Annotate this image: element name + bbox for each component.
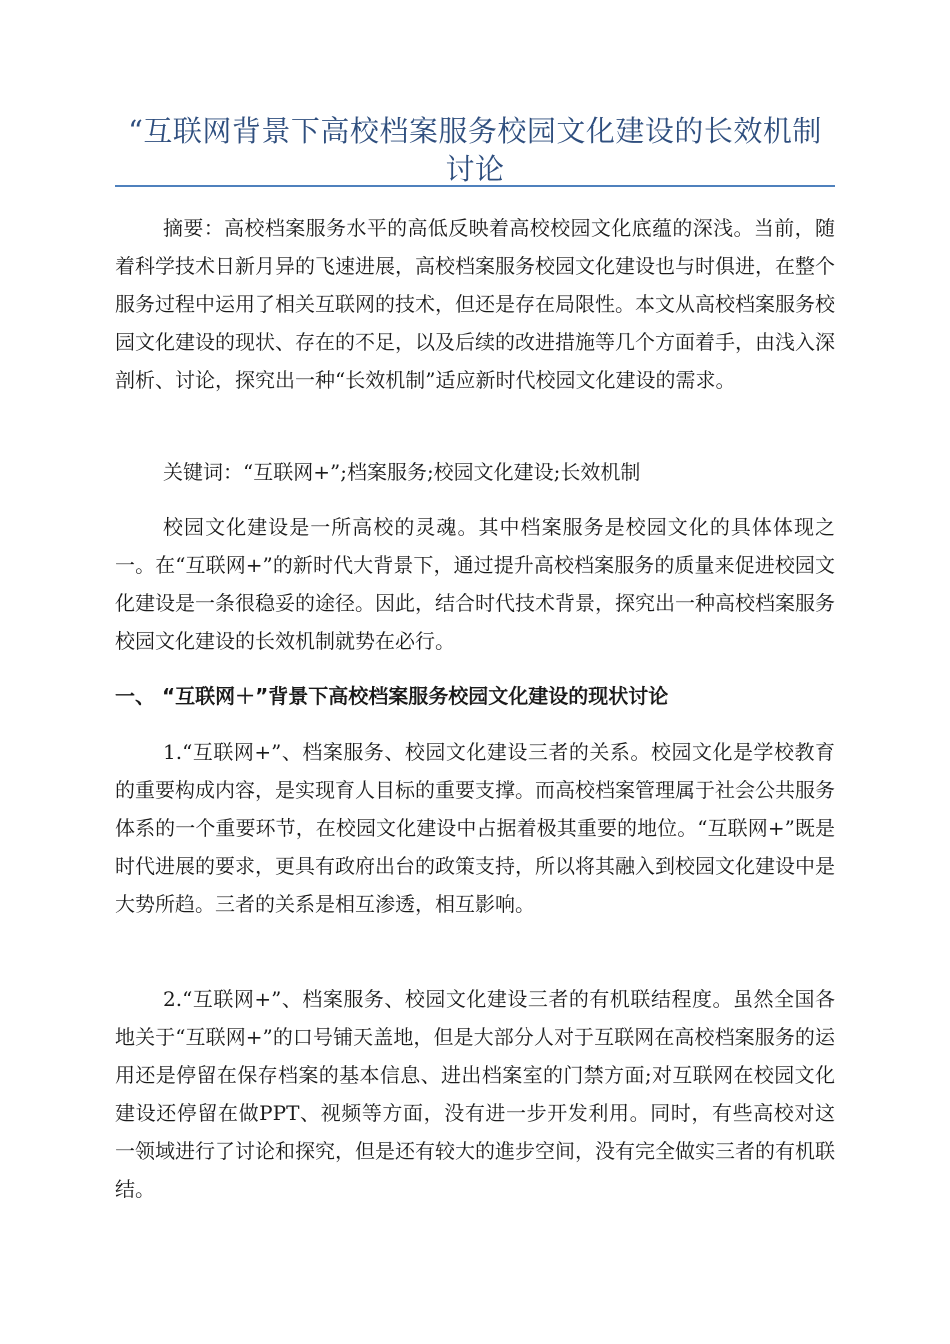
point-1-paragraph: 1.“互联网+”、档案服务、校园文化建设三者的关系。校园文化是学校教育的重要构成内容，是实现育人目标的重要支撑。而高校档案管理属于社会公共服务体系的一个重要环节，在校园文化建设中占据着极其重要的地位。“互联网+”既是时代进展的要求，更具有政府出台的政策支持，所以将其融入到校园文化建设中是大势所趋。三者的关系是相互渗透，相互影响。 <box>115 740 835 916</box>
title-divider <box>115 185 835 187</box>
document-title: “互联网背景下高校档案服务校园文化建设的长效机制讨论 <box>128 114 822 186</box>
keywords-line: 关键词：“互联网+”;档案服务;校园文化建设;长效机制 <box>163 460 641 484</box>
section-heading-1: 一、 “互联网＋”背景下高校档案服务校园文化建设的现状讨论 <box>115 684 669 708</box>
intro-paragraph: 校园文化建设是一所高校的灵魂。其中档案服务是校园文化的具体体现之一。在“互联网+”的新时代大背景下，通过提升高校档案服务的质量来促进校园文化建设是一条很稳妥的途径。因此，结合时代技术背景，探究出一种高校档案服务校园文化建设的长效机制就势在必行。 <box>115 515 835 653</box>
abstract-paragraph: 摘要：高校档案服务水平的高低反映着高校校园文化底蕴的深浅。当前，随着科学技术日新月异的飞速进展，高校档案服务校园文化建设也与时俱进，在整个服务过程中运用了相关互联网的技术，但还是存在局限性。本文从高校档案服务校园文化建设的现状、存在的不足，以及后续的改进措施等几个方面着手，由浅入深剖析、讨论，探究出一种“长效机制”适应新时代校园文化建设的需求。 <box>115 216 835 392</box>
point-2-paragraph: 2.“互联网+”、档案服务、校园文化建设三者的有机联结程度。虽然全国各地关于“互联网+”的口号铺天盖地，但是大部分人对于互联网在高校档案服务的运用还是停留在保存档案的基本信息、进出档案室的门禁方面;对互联网在校园文化建设还停留在做PPT、视频等方面，没有进一步开发利用。同时，有些高校对这一领域进行了讨论和探究，但是还有较大的進步空间，没有完全做实三者的有机联结。 <box>115 987 835 1201</box>
